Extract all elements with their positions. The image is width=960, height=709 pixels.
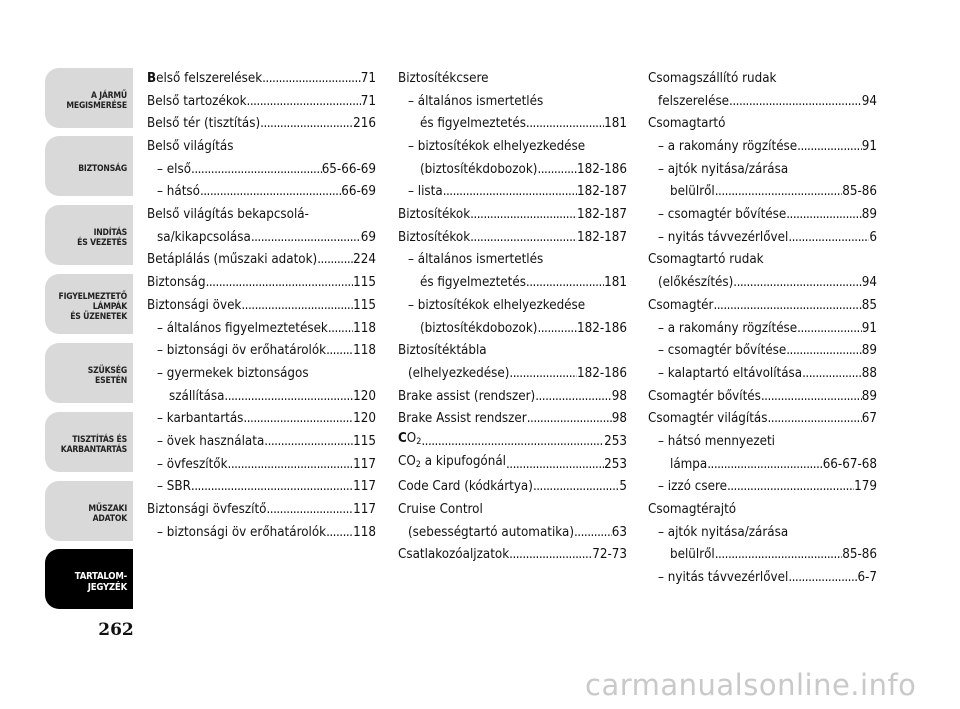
dot-leader bbox=[191, 476, 353, 499]
index-entry[interactable] bbox=[648, 386, 877, 409]
index-entry[interactable] bbox=[398, 454, 627, 477]
dot-leader bbox=[533, 476, 619, 499]
dot-leader bbox=[326, 340, 353, 363]
dot-leader bbox=[786, 204, 862, 227]
index-entry-label: Biztonsági övfeszítő bbox=[147, 502, 267, 518]
index-entry-label: – lista bbox=[408, 184, 443, 200]
index-entry-label: – ajtók nyitása/zárása bbox=[658, 524, 789, 540]
dot-leader bbox=[537, 159, 577, 182]
index-entry[interactable] bbox=[147, 431, 376, 454]
index-entry-page: 66-67-68 bbox=[822, 456, 877, 472]
dot-leader bbox=[266, 499, 353, 522]
dot-leader bbox=[241, 295, 353, 318]
index-entry[interactable] bbox=[147, 363, 376, 386]
index-entry-label: – csomagtér bővítése bbox=[658, 343, 787, 359]
index-entry-page: 118 bbox=[353, 320, 376, 336]
dot-leader bbox=[802, 363, 862, 386]
index-entry-label: belülről bbox=[670, 547, 715, 563]
index-entry-label: Csomagtér világítás bbox=[648, 411, 768, 427]
dot-leader bbox=[786, 340, 862, 363]
index-entry[interactable] bbox=[147, 272, 376, 295]
index-entry[interactable] bbox=[147, 499, 376, 522]
index-entry-page: 115 bbox=[353, 433, 376, 449]
index-entry-page: 182-187 bbox=[577, 207, 627, 223]
tab-emergency[interactable]: SZÜKSÉG ESETÉN bbox=[45, 343, 133, 403]
index-entry-page: 6 bbox=[869, 229, 877, 245]
index-entry-page: 216 bbox=[353, 116, 376, 132]
index-entry-label: szállítása bbox=[169, 388, 225, 404]
index-entry[interactable] bbox=[648, 363, 877, 386]
index-entry-label: és figyelmeztetés bbox=[420, 275, 526, 291]
index-entry[interactable] bbox=[147, 227, 376, 250]
dot-leader bbox=[191, 159, 322, 182]
index-entry-page: 120 bbox=[353, 411, 376, 427]
index-entry-page: 182-187 bbox=[577, 229, 627, 245]
index-entry-label: Csomagtartó bbox=[648, 116, 726, 132]
index-entry[interactable] bbox=[147, 476, 376, 499]
index-column-3 bbox=[648, 68, 877, 590]
dot-leader bbox=[527, 408, 612, 431]
index-entry[interactable] bbox=[648, 499, 877, 522]
index-entry-label: – nyitás távvezérlővel bbox=[658, 570, 789, 586]
index-entry-page: 88 bbox=[861, 365, 877, 381]
index-entry[interactable] bbox=[398, 476, 627, 499]
dot-leader bbox=[526, 113, 604, 136]
dot-leader bbox=[535, 386, 612, 409]
index-entry-label: – első bbox=[157, 161, 192, 177]
index-entry[interactable] bbox=[147, 91, 376, 114]
dot-leader bbox=[224, 386, 353, 409]
dot-leader bbox=[526, 272, 604, 295]
index-entry-label: – általános ismertetlés bbox=[408, 93, 544, 109]
index-entry[interactable] bbox=[648, 522, 877, 545]
index-entry-label: – gyermekek biztonságos bbox=[157, 365, 309, 381]
dot-leader bbox=[713, 295, 861, 318]
tab-maintenance[interactable]: TISZTÍTÁS ÉS KARBANTARTÁS bbox=[45, 412, 133, 472]
index-entry-label: (biztosítékdobozok) bbox=[420, 320, 538, 336]
index-entry[interactable] bbox=[147, 250, 376, 273]
index-entry[interactable] bbox=[398, 386, 627, 409]
index-entry[interactable] bbox=[398, 272, 627, 295]
index-entry-label: – hátsó bbox=[157, 184, 200, 200]
watermark-text: carmanualsonline.info bbox=[585, 668, 917, 702]
index-entry[interactable] bbox=[398, 250, 627, 273]
index-entry-page: 181 bbox=[604, 116, 627, 132]
tab-vehicle-overview[interactable]: A JÁRMŰ MEGISMERÉSE bbox=[45, 68, 133, 128]
index-entry-page: 85 bbox=[861, 297, 877, 313]
dot-leader bbox=[788, 227, 869, 250]
index-entry[interactable] bbox=[648, 113, 877, 136]
dot-leader bbox=[715, 181, 842, 204]
dot-leader bbox=[200, 181, 341, 204]
index-entry[interactable] bbox=[147, 136, 376, 159]
index-entry-label: Biztosítéktábla bbox=[398, 343, 487, 359]
index-entry[interactable] bbox=[398, 295, 627, 318]
index-entry-label: (biztosítékdobozok) bbox=[420, 161, 538, 177]
index-entry-page: 72-73 bbox=[592, 547, 627, 563]
index-entry[interactable] bbox=[648, 136, 877, 159]
index-entry-label: – a rakomány rögzítése bbox=[658, 139, 798, 155]
index-entry[interactable] bbox=[648, 68, 877, 91]
index-entry-page: 179 bbox=[854, 479, 877, 495]
index-entry-page: 91 bbox=[861, 139, 877, 155]
index-entry-label: $CO_2$ a kipufogónál bbox=[398, 453, 506, 470]
index-entry-label: Csomagtartó rudak bbox=[648, 252, 764, 268]
index-entry[interactable] bbox=[648, 544, 877, 567]
index-entry-page: 67 bbox=[861, 411, 877, 427]
index-entry-label: $CO_2$ bbox=[398, 430, 422, 447]
index-entry[interactable] bbox=[648, 250, 877, 273]
index-entry-page: 253 bbox=[604, 456, 627, 472]
index-entry-page: 85-86 bbox=[842, 184, 877, 200]
index-entry-page: 69 bbox=[360, 229, 376, 245]
index-entry-label: sa/kikapcsolása bbox=[157, 229, 251, 245]
index-entry-label: Csomagtérajtó bbox=[648, 502, 737, 518]
dot-leader bbox=[727, 476, 854, 499]
index-entry[interactable] bbox=[648, 227, 877, 250]
index-entry-label: Code Card (kódkártya) bbox=[398, 479, 533, 495]
index-entry-page: 182-187 bbox=[577, 184, 627, 200]
index-entry[interactable] bbox=[398, 204, 627, 227]
index-entry[interactable] bbox=[398, 181, 627, 204]
index-entry[interactable] bbox=[648, 340, 877, 363]
index-entry-page: 89 bbox=[861, 207, 877, 223]
index-entry-page: 91 bbox=[861, 320, 877, 336]
index-entry[interactable] bbox=[398, 499, 627, 522]
index-entry-page: 71 bbox=[360, 93, 376, 109]
index-entry[interactable] bbox=[648, 295, 877, 318]
index-entry-label: és figyelmeztetés bbox=[420, 116, 526, 132]
index-entry[interactable] bbox=[398, 544, 627, 567]
index-entry-page: 63 bbox=[611, 524, 627, 540]
index-entry-page: 182-186 bbox=[577, 161, 627, 177]
index-entry[interactable] bbox=[147, 408, 376, 431]
index-entry[interactable] bbox=[648, 91, 877, 114]
index-entry[interactable] bbox=[648, 159, 877, 182]
index-entry-label: Csomagtér bővítés bbox=[648, 388, 761, 404]
index-entry[interactable] bbox=[147, 181, 376, 204]
index-entry[interactable] bbox=[398, 363, 627, 386]
index-entry-label: – övfeszítők bbox=[157, 456, 228, 472]
index-entry[interactable] bbox=[147, 522, 376, 545]
index-entry[interactable] bbox=[147, 318, 376, 341]
dot-leader bbox=[509, 544, 592, 567]
index-entry-label: Biztonsági övek bbox=[147, 297, 242, 313]
dot-leader bbox=[729, 91, 862, 114]
index-entry[interactable] bbox=[398, 522, 627, 545]
dot-leader bbox=[328, 318, 353, 341]
index-entry-label: – ajtók nyitása/zárása bbox=[658, 161, 789, 177]
index-entry-label: Brake assist (rendszer) bbox=[398, 388, 536, 404]
dot-leader bbox=[228, 454, 354, 477]
index-entry-label: Brake Assist rendszer bbox=[398, 411, 527, 427]
dot-leader bbox=[509, 363, 577, 386]
dot-leader bbox=[443, 181, 577, 204]
index-entry[interactable] bbox=[147, 454, 376, 477]
index-column-2 bbox=[398, 68, 627, 567]
index-entry-page: 118 bbox=[353, 524, 376, 540]
index-entry-page: 94 bbox=[861, 93, 877, 109]
dot-leader bbox=[761, 386, 862, 409]
index-entry[interactable] bbox=[648, 318, 877, 341]
index-entry-page: 89 bbox=[861, 388, 877, 404]
index-entry[interactable] bbox=[398, 318, 627, 341]
dot-leader bbox=[470, 204, 577, 227]
tab-index-active[interactable]: TARTALOM- JEGYZÉK bbox=[45, 549, 133, 609]
index-entry[interactable] bbox=[648, 408, 877, 431]
dot-leader bbox=[262, 68, 361, 91]
index-entry-label: Betáplálás (műszaki adatok) bbox=[147, 252, 318, 268]
index-entry-page: 66-69 bbox=[341, 184, 376, 200]
dot-leader bbox=[243, 408, 353, 431]
index-entry[interactable] bbox=[398, 227, 627, 250]
index-entry-page: 115 bbox=[353, 297, 376, 313]
dot-leader bbox=[797, 136, 862, 159]
index-entry-label: Biztonság bbox=[147, 275, 206, 291]
page-number: 262 bbox=[98, 620, 134, 640]
index-entry-label: Belső világítás bekapcsolá- bbox=[147, 207, 309, 223]
index-entry-label: belülről bbox=[670, 184, 715, 200]
dot-leader bbox=[797, 318, 862, 341]
index-entry-label: – kalaptartó eltávolítása bbox=[658, 365, 803, 381]
index-entry-label: – karbantartás bbox=[157, 411, 244, 427]
index-entry-page: 117 bbox=[353, 479, 376, 495]
index-entry[interactable] bbox=[648, 272, 877, 295]
index-entry-page: 115 bbox=[353, 275, 376, 291]
index-entry-page: 6-7 bbox=[857, 570, 877, 586]
index-entry-label: – övek használata bbox=[157, 433, 265, 449]
index-entry-page: 85-86 bbox=[842, 547, 877, 563]
index-entry-page: 89 bbox=[861, 343, 877, 359]
index-entry[interactable] bbox=[147, 295, 376, 318]
index-entry[interactable] bbox=[147, 159, 376, 182]
index-entry-label: felszerelése bbox=[658, 93, 730, 109]
tab-warning-lights[interactable]: FIGYELMEZTETŐ LÁMPÁK ÉS ÜZENETEK bbox=[45, 274, 133, 334]
index-entry-label: Biztosítékok bbox=[398, 229, 471, 245]
index-entry-label: – biztonsági öv erőhatárolók bbox=[157, 524, 327, 540]
index-entry-page: 120 bbox=[353, 388, 376, 404]
index-entry-page: 65-66-69 bbox=[321, 161, 376, 177]
dot-leader bbox=[317, 249, 353, 272]
index-entry-label: – biztosítékok elhelyezkedése bbox=[408, 297, 586, 313]
index-entry-page: 118 bbox=[353, 343, 376, 359]
index-entry-page: 94 bbox=[861, 275, 877, 291]
index-entry-label: (előkészítés) bbox=[658, 275, 734, 291]
dot-leader bbox=[707, 454, 822, 477]
index-entry-label: – hátsó mennyezeti bbox=[658, 433, 776, 449]
index-entry-page: 181 bbox=[604, 275, 627, 291]
index-entry[interactable] bbox=[398, 91, 627, 114]
index-entry[interactable] bbox=[147, 340, 376, 363]
index-entry-page: 71 bbox=[360, 70, 376, 86]
index-entry[interactable] bbox=[147, 68, 376, 91]
index-entry-page: 224 bbox=[353, 252, 376, 268]
index-entry-page: 117 bbox=[353, 456, 376, 472]
index-entry-label: (sebességtartó automatika) bbox=[408, 524, 574, 540]
index-entry-label: Csomagtér bbox=[648, 297, 714, 313]
dot-leader bbox=[788, 567, 857, 590]
index-entry-label: – biztosítékok elhelyezkedése bbox=[408, 139, 586, 155]
index-entry-page: 98 bbox=[611, 388, 627, 404]
index-entry-page: 98 bbox=[611, 411, 627, 427]
index-entry[interactable] bbox=[147, 386, 376, 409]
index-entry-label: – nyitás távvezérlővel bbox=[658, 229, 789, 245]
index-entry-page: 182-186 bbox=[577, 320, 627, 336]
index-entry[interactable] bbox=[648, 476, 877, 499]
dot-leader bbox=[470, 227, 577, 250]
index-entry[interactable] bbox=[398, 159, 627, 182]
dot-leader bbox=[767, 408, 861, 431]
index-entry-label: – izzó csere bbox=[658, 479, 727, 495]
tab-safety[interactable]: BIZTONSÁG bbox=[45, 136, 133, 196]
index-entry[interactable] bbox=[147, 113, 376, 136]
dot-leader bbox=[206, 272, 354, 295]
index-entry-label: Csomagszállító rudak bbox=[648, 70, 777, 86]
dot-leader bbox=[506, 454, 604, 477]
dot-leader bbox=[260, 113, 353, 136]
dot-leader bbox=[537, 318, 577, 341]
dot-leader bbox=[715, 544, 842, 567]
index-entry-label: – általános figyelmeztetések bbox=[157, 320, 328, 336]
index-entry-label: – csomagtér bővítése bbox=[658, 207, 787, 223]
index-entry[interactable] bbox=[648, 204, 877, 227]
index-entry-label: Belső tartozékok bbox=[147, 93, 247, 109]
tab-starting-driving[interactable]: INDÍTÁS ÉS VEZETÉS bbox=[45, 205, 133, 265]
index-entry[interactable] bbox=[398, 340, 627, 363]
index-entry-label: Biztosítékok bbox=[398, 207, 471, 223]
index-entry-label: Csatlakozóaljzatok bbox=[398, 547, 510, 563]
index-entry-label: Belső tér (tisztítás) bbox=[147, 116, 261, 132]
index-entry[interactable] bbox=[648, 181, 877, 204]
index-entry-page: 182-186 bbox=[577, 365, 627, 381]
index-entry-label: – SBR bbox=[157, 479, 191, 495]
index-entry-page: 5 bbox=[619, 479, 627, 495]
index-entry[interactable] bbox=[147, 204, 376, 227]
dot-leader bbox=[733, 272, 862, 295]
dot-leader bbox=[251, 227, 361, 250]
index-entry-label: – a rakomány rögzítése bbox=[658, 320, 798, 336]
index-entry-label: Biztosítékcsere bbox=[398, 70, 489, 86]
dot-leader bbox=[574, 522, 612, 545]
index-entry-label: – általános ismertetlés bbox=[408, 252, 544, 268]
index-entry[interactable] bbox=[398, 113, 627, 136]
index-entry-label: – biztonsági öv erőhatárolók bbox=[157, 343, 327, 359]
index-entry-label: (elhelyezkedése) bbox=[408, 365, 510, 381]
index-entry[interactable] bbox=[398, 68, 627, 91]
index-entry[interactable] bbox=[648, 567, 877, 590]
index-entry-page: 253 bbox=[604, 433, 627, 449]
index-entry[interactable] bbox=[398, 136, 627, 159]
dot-leader bbox=[264, 431, 353, 454]
index-entry[interactable] bbox=[398, 408, 627, 431]
index-entry-label: Belső világítás bbox=[147, 139, 234, 155]
index-entry-label: Cruise Control bbox=[398, 502, 483, 518]
index-entry-page: 117 bbox=[353, 502, 376, 518]
index-entry-label: lámpa bbox=[670, 456, 708, 472]
tab-technical-data[interactable]: MŰSZAKI ADATOK bbox=[45, 481, 133, 541]
index-entry-label: Belső felszerelések bbox=[147, 70, 263, 86]
dot-leader bbox=[247, 91, 361, 114]
index-entry[interactable] bbox=[648, 454, 877, 477]
dot-leader bbox=[326, 522, 353, 545]
index-column-1 bbox=[147, 68, 376, 544]
index-entry[interactable] bbox=[648, 431, 877, 454]
